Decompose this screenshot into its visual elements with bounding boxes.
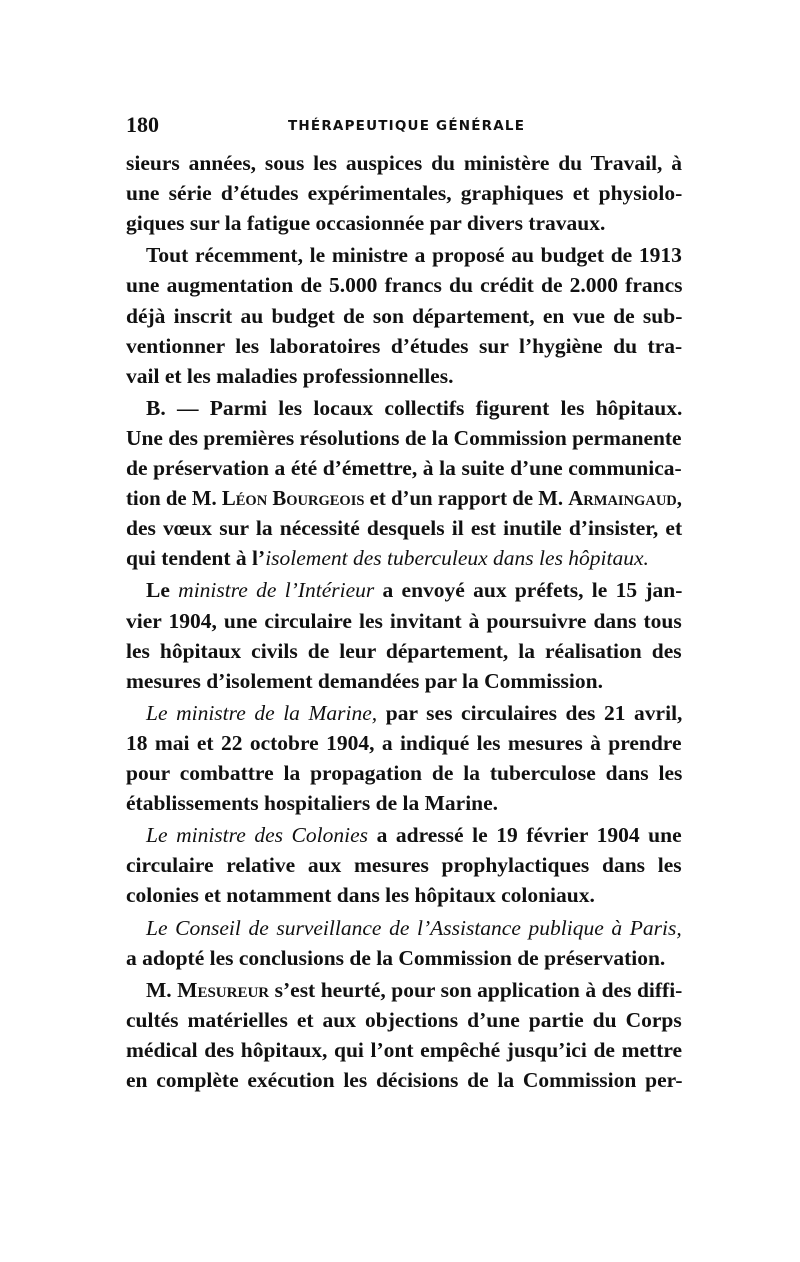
text-run: Une des premières résolutions de la Commission permanente xyxy=(126,425,682,450)
text-run: a envoyé aux préfets, le 15 jan- xyxy=(374,578,683,603)
text-line xyxy=(126,1065,683,1095)
text-line xyxy=(126,758,682,788)
text-line xyxy=(126,788,498,818)
text-line xyxy=(126,1035,682,1065)
text-run: s’est heurté, pour son application à des diffi- xyxy=(269,977,683,1002)
text-run: vier 1904, une circulaire les invitant à poursuivre dans tous xyxy=(126,608,682,633)
text-run: des vœux sur la nécessité desquels il est inutile d’insister, et xyxy=(126,516,683,541)
small-caps-name: Mesureur xyxy=(177,977,270,1002)
text-run: circulaire relative aux mesures prophylactiques dans les xyxy=(126,853,682,878)
text-run: qui tendent à l’ xyxy=(126,546,266,571)
text-line xyxy=(146,240,682,270)
text-run: déjà inscrit au budget de son département, en vue de sub- xyxy=(126,303,683,328)
italic-text: Le ministre de la Marine, xyxy=(146,700,378,725)
text-run: une série d’études expérimentales, graphiques et physiolo- xyxy=(126,181,683,206)
text-line xyxy=(126,270,683,300)
text-run: par ses circulaires des 21 avril, xyxy=(377,700,683,725)
text-line xyxy=(126,178,682,208)
text-run: 18 mai et 22 octobre 1904, a indiqué les mesures à prendre xyxy=(126,730,682,755)
text-line xyxy=(126,880,595,910)
text-line xyxy=(146,575,682,605)
text-run: , xyxy=(676,486,682,511)
text-run: tion de M. xyxy=(126,486,222,511)
text-line xyxy=(126,943,665,973)
text-line xyxy=(146,975,682,1005)
running-title: THÉRAPEUTIQUE GÉNÉRALE xyxy=(288,118,526,134)
text-line xyxy=(146,913,682,943)
text-line xyxy=(126,331,682,361)
text-run: et d’un rapport de M. xyxy=(364,486,569,511)
text-line xyxy=(146,820,682,850)
text-run: mesures d’isolement demandées par la Commission. xyxy=(126,668,603,693)
text-line xyxy=(126,606,682,636)
text-line xyxy=(126,1005,682,1035)
page-number: 180 xyxy=(126,112,159,137)
text-run: colonies et notamment dans les hôpitaux coloniaux. xyxy=(126,883,595,908)
text-line xyxy=(126,453,682,483)
text-run: pour combattre la propagation de la tuberculose dans les xyxy=(126,761,683,785)
italic-text: Le ministre des Colonies xyxy=(146,823,369,848)
text-run: Tout récemment, le ministre a proposé au budget de 1913 xyxy=(146,243,682,268)
text-line xyxy=(126,208,605,238)
italic-text: isolement des tuberculeux dans les hôpitaux. xyxy=(265,546,649,571)
text-line xyxy=(126,483,682,513)
small-caps-name: Léon Bourgeois xyxy=(221,486,365,511)
text-line xyxy=(126,361,453,391)
text-line xyxy=(126,636,682,666)
text-line xyxy=(126,728,682,758)
italic-text: ministre de l’Intérieur xyxy=(178,578,375,603)
text-line xyxy=(126,513,682,543)
text-run: B. — Parmi les locaux collectifs figurent les hôpitaux. xyxy=(146,395,683,420)
text-line xyxy=(126,666,603,696)
page-header xyxy=(126,112,682,142)
small-caps-name: Armaingaud xyxy=(568,486,677,511)
text-line xyxy=(126,148,682,178)
text-run: a adressé le 19 février 1904 une xyxy=(368,823,682,848)
text-run: Le xyxy=(146,578,179,603)
text-run: de préservation a été d’émettre, à la suite d’une communica- xyxy=(126,456,682,480)
text-line xyxy=(126,301,682,331)
italic-text: Le Conseil de surveillance de l’Assistance publique à Paris, xyxy=(146,915,682,940)
text-run: M. xyxy=(146,977,178,1002)
text-run: a adopté les conclusions de la Commission de préservation. xyxy=(126,945,666,970)
text-line xyxy=(126,543,649,573)
text-run: giques sur la fatigue occasionnée par divers travaux. xyxy=(126,211,606,236)
text-run: vail et les maladies professionnelles. xyxy=(126,363,454,388)
text-run: sieurs années, sous les auspices du ministère du Travail, à xyxy=(126,151,682,175)
text-run: une augmentation de 5.000 francs du crédit de 2.000 francs xyxy=(126,273,683,298)
text-run: établissements hospitaliers de la Marine. xyxy=(126,791,499,816)
text-line xyxy=(146,393,682,423)
text-run: ventionner les laboratoires d’études sur l’hygiène du tra- xyxy=(126,333,683,358)
text-run: les hôpitaux civils de leur département, la réalisation des xyxy=(126,638,682,663)
text-line xyxy=(146,698,682,728)
text-line xyxy=(126,850,682,880)
text-run: médical des hôpitaux, qui l’ont empêché jusqu’ici de mettre xyxy=(126,1037,683,1062)
text-run: cultés matérielles et aux objections d’une partie du Corps xyxy=(126,1007,682,1032)
text-run: en complète exécution les décisions de la Commission per- xyxy=(126,1068,683,1092)
text-line xyxy=(126,423,682,453)
